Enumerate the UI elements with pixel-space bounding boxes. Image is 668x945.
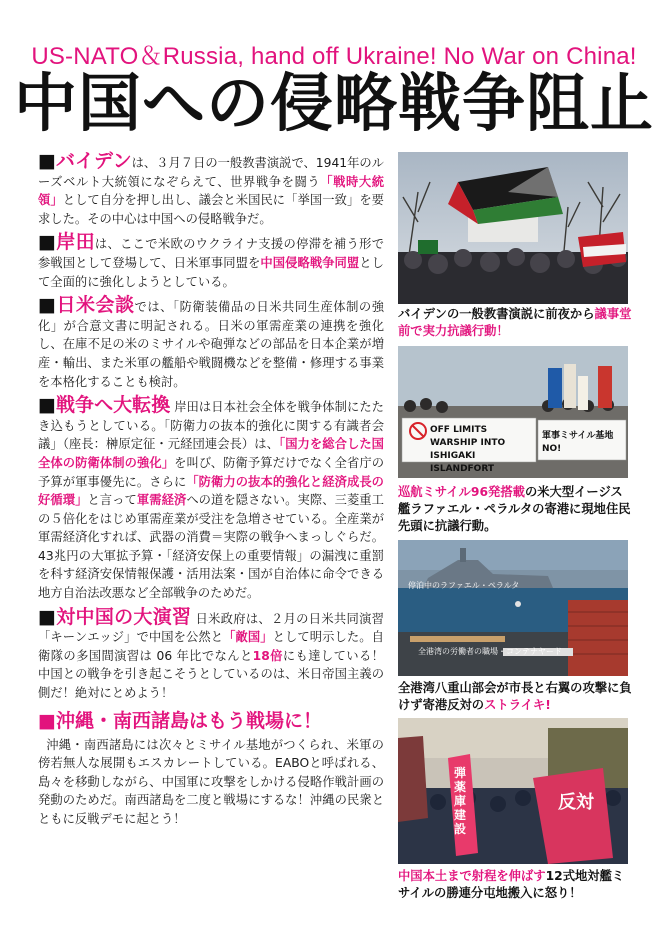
text: として自分を押し出し、議会と米国民に「挙国一致」を要求した。その中心は中国への侵略戦争だ。: [38, 193, 384, 226]
text: への道を隠さない。実際、三菱重工の５倍化をはじめ軍需産業が受注を急増させている。全産業が軍需経済化すれば、武器の消費＝実際の戦争へまっしぐらだ。43兆円の大軍拡予算・「経済安保上の重要情報」の漏洩に重罰を科す経済安保情報保護・活用法案・国が自治体に命令できる地方自治法改悪など全部戦争のためだ。: [38, 493, 384, 601]
paragraph-exercise: [38, 605, 384, 703]
text: として全面的に強化しようとしている。: [38, 255, 384, 289]
banner-1-text: 弾薬庫建設: [454, 766, 467, 836]
highlight: 「国力を総合した国全体の防衛体制の強化」: [38, 437, 384, 470]
text: 日米政府は、２月の日米共同演習「キーンエッジ」で中国を公然と: [38, 611, 384, 645]
text: は、ここで米欧のウクライナ支援の停滞を補う形で参戦国として登場して、日米軍事同盟を: [38, 237, 384, 270]
highlight: 「防衛力の抜本的強化と経済成長の好循環」: [38, 474, 384, 508]
photo-port-warship: [398, 540, 628, 676]
article-column: [38, 152, 384, 834]
paragraph-biden: [38, 152, 384, 228]
photo-3-caption: 全港湾八重山部会が市長と右翼の攻撃に負けず寄港反対のストライキ!: [398, 681, 632, 712]
text: は、３月７日の一般教書演説で、1941年のルーズベルト大統領になぞらえて、世界戦争を闘う: [38, 156, 384, 189]
section-head-kishida: ■岸田: [38, 231, 95, 254]
text: を叫び、防衛予算だけでなく全省庁の予算が軍事優先に。さらに: [38, 455, 384, 489]
highlight: 軍需経済: [136, 493, 187, 508]
section-head-biden: ■バイデン: [38, 150, 132, 172]
section-head-exercise: ■対中国の大演習: [38, 605, 192, 628]
section-head-summit: ■日米会談: [38, 294, 135, 317]
highlight: 「戦時大統領」: [38, 174, 384, 208]
page-title: 中国への侵略戦争阻止: [14, 67, 654, 140]
text: 沖縄・南西諸島には次々とミサイル基地がつくられ、米軍の傍若無人な展開もエスカレートしている。EABOと呼ばれる、島々を移動しながら、中国軍に攻撃をしかける侵略作戦計画の発動のためだ。南西諸島を二度と戦場にするな！沖縄の民衆とともに反戦デモに起とう！: [38, 737, 384, 826]
photo-missile-protest: [398, 718, 628, 864]
paragraph-okinawa: [38, 736, 384, 829]
ship-label: 停泊中のラファエル・ペラルタ: [408, 581, 520, 590]
section-head-war: ■戦争へ大転換: [38, 394, 171, 417]
banner-right-text: 軍事ミサイル基地NO!: [542, 431, 614, 454]
text: として明示した。自衛隊の多国間演習は 06 年比でなんと: [38, 630, 384, 663]
photo-capitol-protest: [398, 152, 628, 304]
photo-ishigaki-protest: [398, 346, 628, 478]
text: と言って: [87, 493, 137, 508]
paragraph-summit: [38, 296, 384, 391]
text: にも達している！中国との戦争を引き起こそうとしているのは、米日帝国主義の側だ！絶対にとめよう！: [38, 648, 384, 701]
highlight: 18倍: [252, 648, 283, 663]
subtitle: US-NATO＆Russia, hand off Ukraine! No War on China!: [31, 43, 637, 70]
paragraph-kishida: [38, 233, 384, 291]
photo-1-caption: バイデンの一般教書演説に前夜から議事堂前で実力抗議行動！: [398, 307, 632, 338]
photo-2-caption: 巡航ミサイル96発搭載の米大型イージス艦ラファエル・ペラルタの寄港に現地住民先頭に抗議行動。: [398, 485, 631, 533]
gate-label: 全港湾の労働者の職場・コンテナヤード: [418, 647, 562, 656]
highlight: 「敵国」: [223, 630, 273, 645]
paragraph-war: [38, 396, 384, 603]
section-head-okinawa: ■沖縄・南西諸島はもう戦場に！: [38, 709, 322, 732]
photo-4-caption: 中国本土まで射程を伸ばす12式地対艦ミサイルの勝連分屯地搬入に怒り！: [398, 869, 625, 900]
banner-2-text: 反対: [558, 792, 594, 813]
text: では、「防衛装備品の日米共同生産体制の強化」が合意文書に明記される。日米の軍需産業の連携を強化し、在庫不足の米のミサイルや砲弾などの部品を日本企業が増産・輸出、また米軍の艦船や戦闘機などを整備・修理する事業を本格化することも検討。: [38, 300, 384, 389]
text: 岸田は日本社会全体を戦争体制にたたき込もうとしている。「防衛力の抜本的強化に関する有識者会議」（座長：榊原定征・元経団連会長）は、: [38, 400, 384, 452]
highlight: 中国侵略戦争同盟: [260, 255, 360, 270]
banner-left-text: OFF LIMITS WARSHIP INTO ISHIGAKI ISLANDFORT: [430, 425, 506, 474]
